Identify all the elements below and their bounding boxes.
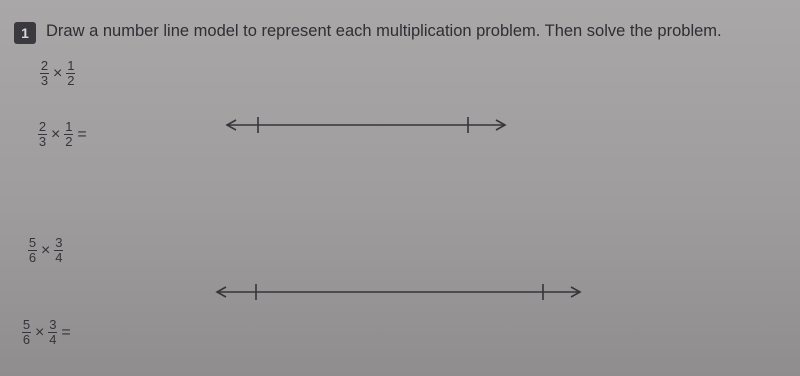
numerator: 2 xyxy=(38,119,47,134)
denominator: 4 xyxy=(49,332,57,347)
times-sign: × xyxy=(41,241,51,259)
number-line-b[interactable] xyxy=(217,284,580,300)
numerator: 1 xyxy=(67,58,75,73)
denominator: 6 xyxy=(22,332,31,347)
denominator: 6 xyxy=(28,250,37,265)
number-line-a[interactable] xyxy=(227,117,505,133)
numerator: 5 xyxy=(22,317,31,332)
denominator: 3 xyxy=(38,134,47,149)
times-sign: × xyxy=(51,125,61,143)
denominator: 2 xyxy=(67,73,75,88)
times-sign: × xyxy=(53,64,63,82)
numerator: 2 xyxy=(40,58,49,73)
problem-number-badge: 1 xyxy=(14,22,36,44)
equals-sign: = xyxy=(77,125,87,143)
numerator: 3 xyxy=(55,235,63,250)
denominator: 4 xyxy=(55,250,63,265)
numerator: 5 xyxy=(28,235,37,250)
denominator: 3 xyxy=(40,73,49,88)
denominator: 2 xyxy=(65,134,73,149)
numerator: 1 xyxy=(65,119,73,134)
equals-sign: = xyxy=(61,323,71,341)
numerator: 3 xyxy=(49,317,57,332)
problem-instruction: Draw a number line model to represent each multiplication problem. Then solve the problem. xyxy=(46,22,722,40)
times-sign: × xyxy=(35,323,45,341)
